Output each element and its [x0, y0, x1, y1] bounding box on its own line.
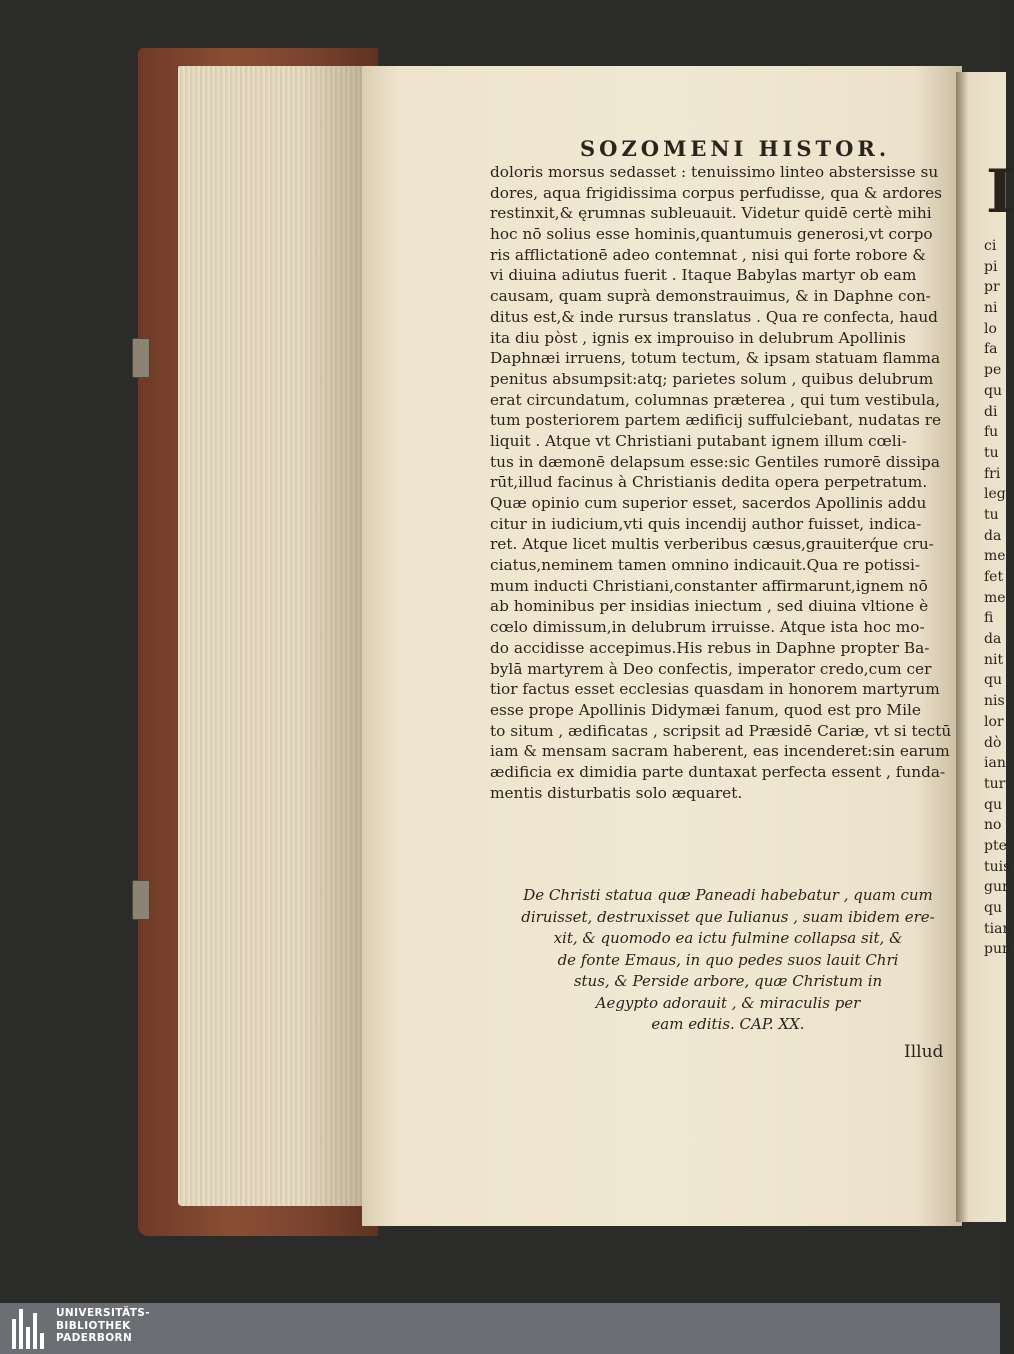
right-page-fragment: pr [984, 279, 1000, 296]
clasp-top [132, 338, 150, 378]
text-line: tum posteriorem partem ædificij suffulciebant, nudatas re [490, 411, 942, 430]
text-line: rūt,illud facinus à Christianis dedita opera perpetratum. [490, 473, 928, 492]
text-line: mum inducti Christiani,constanter affirmarunt,ignem nō [490, 576, 928, 595]
catchword: Illud [904, 1042, 944, 1062]
right-page-fragment: ci [984, 238, 997, 254]
right-page-fragment: me [984, 548, 1006, 565]
right-page-fragment: pe [984, 362, 1002, 379]
right-page-fragment: ian [984, 755, 1006, 772]
right-page-fragment: fri [984, 465, 1001, 482]
right-page-fragment: nit [984, 651, 1004, 668]
heading-line: Aegypto adorauit , & miraculis per [595, 993, 861, 1012]
right-page-fragment: gur [984, 879, 1009, 896]
chapter-heading [508, 885, 948, 1036]
heading-line: xit, & quomodo ea ictu fulmine collapsa sit, & [553, 929, 903, 947]
text-line: restinxit,& ęrumnas subleuauit. Videtur quidē certè mihi [490, 204, 932, 223]
running-head: SOZOMENI HISTOR. [580, 136, 891, 161]
text-line: ditus est,& inde rursus translatus . Qua re confecta, haud [490, 307, 938, 326]
text-line: ris afflictationē adeo contemnat , nisi qui forte robore & [490, 245, 926, 264]
right-page-fragment: tu [984, 444, 999, 461]
library-name-line: BIBLIOTHEK [56, 1319, 131, 1332]
right-page-fragment: di [984, 403, 998, 420]
text-line: esse prope Apollinis Didymæi fanum, quod est pro Mile [490, 700, 921, 719]
text-line: ciatus,neminem tamen omnino indicauit.Qua re potissi- [490, 556, 921, 575]
text-line: tior factus esset ecclesias quasdam in honorem martyrum [490, 680, 940, 699]
text-line: ab hominibus per insidias iniectum , sed diuina vltione è [490, 597, 929, 616]
right-page-initial: I [986, 157, 1014, 227]
right-page-fragment: qu [984, 672, 1002, 689]
text-line: dores, aqua frigidissima corpus perfudisse, qua & ardores [490, 183, 943, 202]
right-page-fragment: tur [984, 775, 1006, 792]
heading-line: de fonte Emaus, in quo pedes suos lauit Chri [557, 950, 899, 969]
text-line: vi diuina adiutus fuerit . Itaque Babylas martyr ob eam [490, 266, 917, 285]
right-page-fragments [984, 236, 1012, 960]
text-line: cœlo dimissum,in delubrum irruisse. Atque ista hoc mo- [490, 618, 925, 637]
right-page-fragment: nis [984, 693, 1005, 710]
right-page-fragment: leg [984, 486, 1006, 503]
text-line: tus in dæmonē delapsum esse:sic Gentiles rumorē dissipa [490, 452, 940, 471]
right-page-fragment: da [984, 527, 1002, 544]
text-line: doloris morsus sedasset : tenuissimo linteo abstersisse su [490, 163, 939, 181]
heading-line: eam editis. CAP. XX. [651, 1015, 805, 1033]
text-line: causam, quam suprà demonstrauimus, & in Daphne con- [490, 287, 931, 306]
right-page-fragment: pi [984, 258, 998, 275]
right-page-fragment: da [984, 631, 1002, 648]
library-footer [0, 1303, 1000, 1354]
text-line: Daphnæi irruens, totum tectum, & ipsam statuam flamma [490, 349, 941, 368]
text-line: erat circundatum, columnas præterea , qui tum vestibula, [490, 390, 941, 409]
right-page-fragment: me [984, 589, 1006, 606]
right-page-fragment: tuis [984, 858, 1011, 875]
right-page-fragment: lor [984, 713, 1004, 730]
right-page-fragment: lo [984, 320, 997, 337]
library-name [56, 1307, 150, 1345]
library-name-line: PADERBORN [56, 1332, 133, 1344]
right-page-fragment: dò [984, 734, 1002, 751]
page-edge-shadow [300, 66, 366, 1206]
text-line: penitus absumpsit:atq; parietes solum , quibus delubrum [490, 369, 934, 388]
library-name-line: UNIVERSITÄTS- [56, 1307, 151, 1319]
right-page-fragment: ni [984, 300, 998, 317]
text-line: do accidisse accepimus.His rebus in Daphne propter Ba- [490, 638, 930, 657]
right-page-fragment: fet [984, 569, 1004, 585]
right-page-fragment: fi [984, 610, 994, 627]
heading-line: diruisset, destruxisset que Iulianus , suam ibidem ere- [521, 907, 935, 926]
right-page-fragment: tian [984, 920, 1012, 937]
right-page-fragment: fu [984, 424, 999, 441]
right-page-fragment: pte [984, 837, 1007, 854]
body-text [490, 162, 960, 803]
right-page-fragment: no [984, 817, 1002, 834]
right-page-fragment: tu [984, 506, 999, 523]
right-page-fragment: qu [984, 796, 1002, 813]
text-line: mentis disturbatis solo æquaret. [490, 783, 743, 802]
text-line: ædificia ex dimidia parte duntaxat perfecta essent , funda- [490, 762, 946, 781]
text-line: hoc nō solius esse hominis,quantumuis generosi,vt corpo [490, 225, 933, 244]
heading-line: De Christi statua quæ Paneadi habebatur , quam cum [523, 886, 933, 904]
right-page-fragment: fa [984, 341, 998, 358]
text-line: citur in iudicium,vti quis incendij author fuisset, indica- [490, 514, 922, 533]
right-page-fragment: pun [984, 941, 1011, 958]
text-line: ita diu pòst , ignis ex improuiso in delubrum Apollinis [490, 328, 906, 347]
clasp-bottom [132, 880, 150, 920]
text-line: iam & mensam sacram haberent, eas incenderet:sin earum [490, 742, 950, 761]
right-page-fragment: qu [984, 382, 1002, 399]
library-logo-icon [12, 1309, 50, 1349]
right-page-fragment: qu [984, 900, 1002, 916]
text-line: Quæ opinio cum superior esset, sacerdos Apollinis addu [490, 494, 927, 512]
heading-line: stus, & Perside arbore, quæ Christum in [573, 972, 883, 990]
text-line: liquit . Atque vt Christiani putabant ignem illum cœli- [490, 431, 907, 450]
text-line: to situm , ædificatas , scripsit ad Præsidē Cariæ, vt si tectū [490, 721, 952, 740]
text-line: bylā martyrem à Deo confectis, imperator credo,cum cer [490, 659, 932, 678]
text-line: ret. Atque licet multis verberibus cæsus,grauiterq́ue cru- [490, 535, 934, 554]
